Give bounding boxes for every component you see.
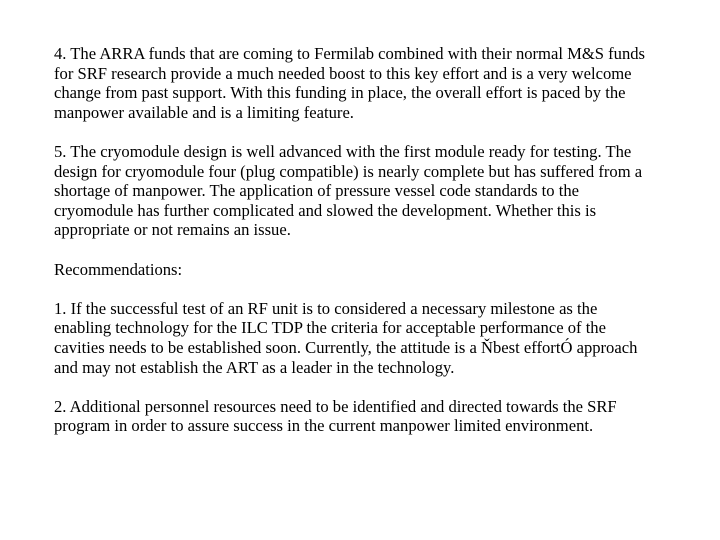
paragraph-recommendation-2 [54, 397, 694, 436]
text-line: 1. If the successful test of an RF unit is to considered a necessary milestone as the [54, 298, 598, 318]
paragraph-item-5 [54, 142, 694, 240]
text-line: for SRF research provide a much needed boost to this key effort and is a very welcome [54, 63, 632, 83]
paragraph-gap [54, 240, 694, 260]
text-line: appropriate or not remains an issue. [54, 220, 291, 240]
paragraph-item-4 [54, 44, 694, 122]
text-line: manpower available and is a limiting feature. [54, 102, 354, 122]
text-line: shortage of manpower. The application of pressure vessel code standards to the [54, 181, 580, 201]
text-line: change from past support. With this funding in place, the overall effort is paced by the [54, 83, 626, 103]
paragraph-gap [54, 122, 694, 142]
text-line: program in order to assure success in the current manpower limited environment. [54, 416, 594, 436]
text-line: 4. The ARRA funds that are coming to Fermilab combined with their normal M&S funds [54, 44, 646, 63]
text-line: design for cryomodule four (plug compatible) is nearly complete but has suffered from a [54, 161, 643, 181]
heading-line: Recommendations: [54, 259, 183, 279]
text-line: 5. The cryomodule design is well advanced with the first module ready for testing. The [54, 141, 632, 161]
document-text [54, 44, 694, 436]
text-line: cryomodule has further complicated and slowed the development. Whether this is [54, 200, 597, 220]
text-line: enabling technology for the ILC TDP the criteria for acceptable performance of the [54, 318, 606, 338]
text-line: 2. Additional personnel resources need to be identified and directed towards the SRF [54, 396, 617, 416]
paragraph-recommendation-1 [54, 299, 694, 377]
recommendations-heading [54, 260, 694, 280]
text-line: cavities needs to be established soon. Currently, the attitude is a Ňbest effortÓ approach [54, 337, 638, 357]
paragraph-gap [54, 279, 694, 299]
text-line: and may not establish the ART as a leader in the technology. [54, 357, 455, 377]
paragraph-gap [54, 377, 694, 397]
